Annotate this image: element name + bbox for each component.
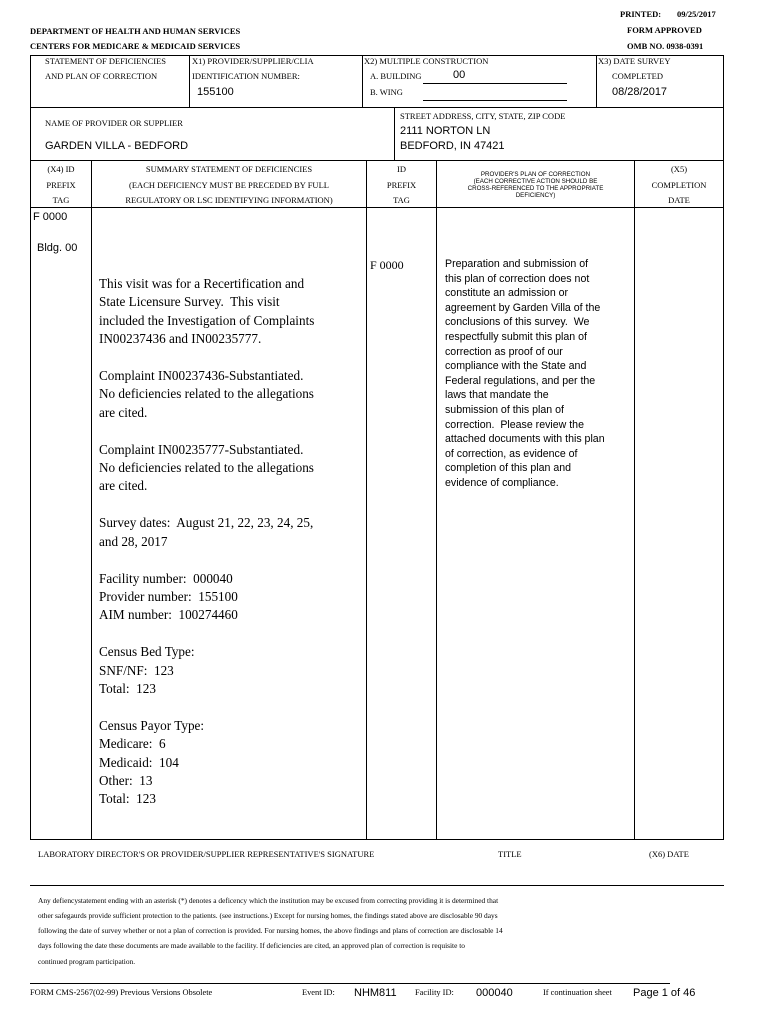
col-x5-line2: COMPLETION — [651, 180, 707, 190]
title-label: TITLE — [498, 849, 522, 859]
col-x5-line3: DATE — [668, 195, 690, 205]
col-id-line1: ID — [397, 164, 406, 174]
x2-label: X2) MULTIPLE CONSTRUCTION — [364, 56, 489, 66]
building-tag: Bldg. 00 — [37, 242, 78, 254]
prefix-tag-right: F 0000 — [370, 258, 404, 272]
col-x4-line1: (X4) ID — [47, 164, 75, 174]
col-plan-line1: PROVIDER'S PLAN OF CORRECTION — [480, 171, 591, 178]
address-label: STREET ADDRESS, CITY, STATE, ZIP CODE — [400, 111, 566, 121]
wing-label: B. WING — [370, 87, 403, 97]
disclaimer-line-2: other safegaurds provide sufficient protection to the patients. (see instructions.) Except for nursing homes, the findings stated above are disclosable 90 days — [38, 911, 498, 920]
disclaimer-line-1: Any defiencystatement ending with an asterisk (*) denotes a deficency which the institution may be excused from correcting providing it is determined that — [38, 896, 499, 905]
address-line-2: BEDFORD, IN 47421 — [400, 140, 505, 152]
disclaimer-line-5: continued program participation. — [38, 957, 136, 966]
col-plan-line3: CROSS-REFERENCED TO THE APPROPRIATE — [467, 185, 604, 192]
col-x5-line1: (X5) — [670, 164, 688, 174]
department-title: DEPARTMENT OF HEALTH AND HUMAN SERVICES — [30, 26, 241, 36]
building-value: 00 — [453, 69, 466, 81]
centers-title: CENTERS FOR MEDICARE & MEDICAID SERVICES — [30, 41, 241, 51]
col-x4-line3: TAG — [52, 195, 70, 205]
col-summary-line3: REGULATORY OR LSC IDENTIFYING INFORMATION) — [125, 195, 333, 205]
omb-number: OMB NO. 0938-0391 — [627, 41, 704, 51]
facility-id-value: 000040 — [476, 987, 513, 999]
col-plan-line2: (EACH CORRECTIVE ACTION SHOULD BE — [473, 178, 598, 185]
continuation-label: If continuation sheet — [543, 988, 612, 997]
summary-statement: This visit was for a Recertification and State Licensure Survey. This visit included the Investigation of Complaints IN00237436 and IN00235777. Complaint IN00237436-Substantiated. No deficiencies related to the allegations are cited. Complaint IN00235777-Substantiated. No deficiencies related to the allegations are cited. Survey dates: August 21, 22, 23, 24, 25, and 28, 2017 Facility number: 000040 Provider number: 155100 AIM number: 100274460 Census Bed Type: SNF/NF: 123 Total: 123 Census Payor Type: Medicare: 6 Medicaid: 104 Other: 13 Total: 123 — [99, 276, 315, 807]
statement-label-1: STATEMENT OF DEFICIENCIES — [45, 56, 167, 66]
page-number: Page 1 of 46 — [633, 987, 696, 999]
provider-name: GARDEN VILLA - BEDFORD — [45, 140, 189, 152]
date-completed: 08/28/2017 — [612, 86, 668, 98]
col-id-line2: PREFIX — [386, 180, 417, 190]
form-approved: FORM APPROVED — [627, 25, 702, 35]
building-label: A. BUILDING — [370, 71, 422, 81]
disclaimer-line-3: following the date of survey whether or not a plan of correction is provided. For nursing homes, the above findings and plans of correction are disclosable 14 — [38, 926, 503, 935]
x1-label-1: X1) PROVIDER/SUPPLIER/CLIA — [192, 56, 314, 66]
x6-date-label: (X6) DATE — [649, 849, 689, 859]
printed-label: PRINTED: — [620, 9, 662, 19]
facility-id-label: Facility ID: — [415, 988, 454, 997]
x3-label-2: COMPLETED — [612, 71, 663, 81]
printed-date: 09/25/2017 — [677, 9, 716, 19]
event-id-value: NHM811 — [354, 987, 397, 999]
x3-label-1: X3) DATE SURVEY — [598, 56, 671, 66]
provider-id: 155100 — [197, 86, 234, 98]
address-line-1: 2111 NORTON LN — [400, 125, 491, 137]
disclaimer-line-4: days following the date these documents are made available to the facility. If deficiencies are cited, an approved plan of correction is requisite to — [38, 941, 465, 950]
col-x4-line2: PREFIX — [46, 180, 76, 190]
plan-of-correction: Preparation and submission of this plan of correction does not constitute an admission or agreement by Garden Villa of the conclusions of this survey. We respectfully submit this plan of correction as proof of our compliance with the State and Federal regulations, and per the laws that mandate the submission of this plan of correction. Please review the attached documents with this plan of correction, as evidence of completion of this plan and evidence of compliance. — [445, 258, 605, 489]
statement-label-2: AND PLAN OF CORRECTION — [45, 71, 158, 81]
col-summary-line1: SUMMARY STATEMENT OF DEFICIENCIES — [145, 164, 313, 174]
provider-name-label: NAME OF PROVIDER OR SUPPLIER — [45, 118, 183, 128]
col-id-line3: TAG — [393, 195, 410, 205]
x1-label-2: IDENTIFICATION NUMBER: — [192, 71, 300, 81]
col-summary-line2: (EACH DEFICIENCY MUST BE PRECEDED BY FULL — [129, 180, 329, 190]
director-signature-label: LABORATORY DIRECTOR'S OR PROVIDER/SUPPLIER REPRESENTATIVE'S SIGNATURE — [38, 849, 375, 859]
col-plan-line4: DEFICIENCY) — [515, 192, 556, 199]
prefix-tag-left: F 0000 — [33, 211, 68, 223]
form-number: FORM CMS-2567(02-99) Previous Versions Obsolete — [30, 988, 213, 997]
event-id-label: Event ID: — [302, 988, 335, 997]
